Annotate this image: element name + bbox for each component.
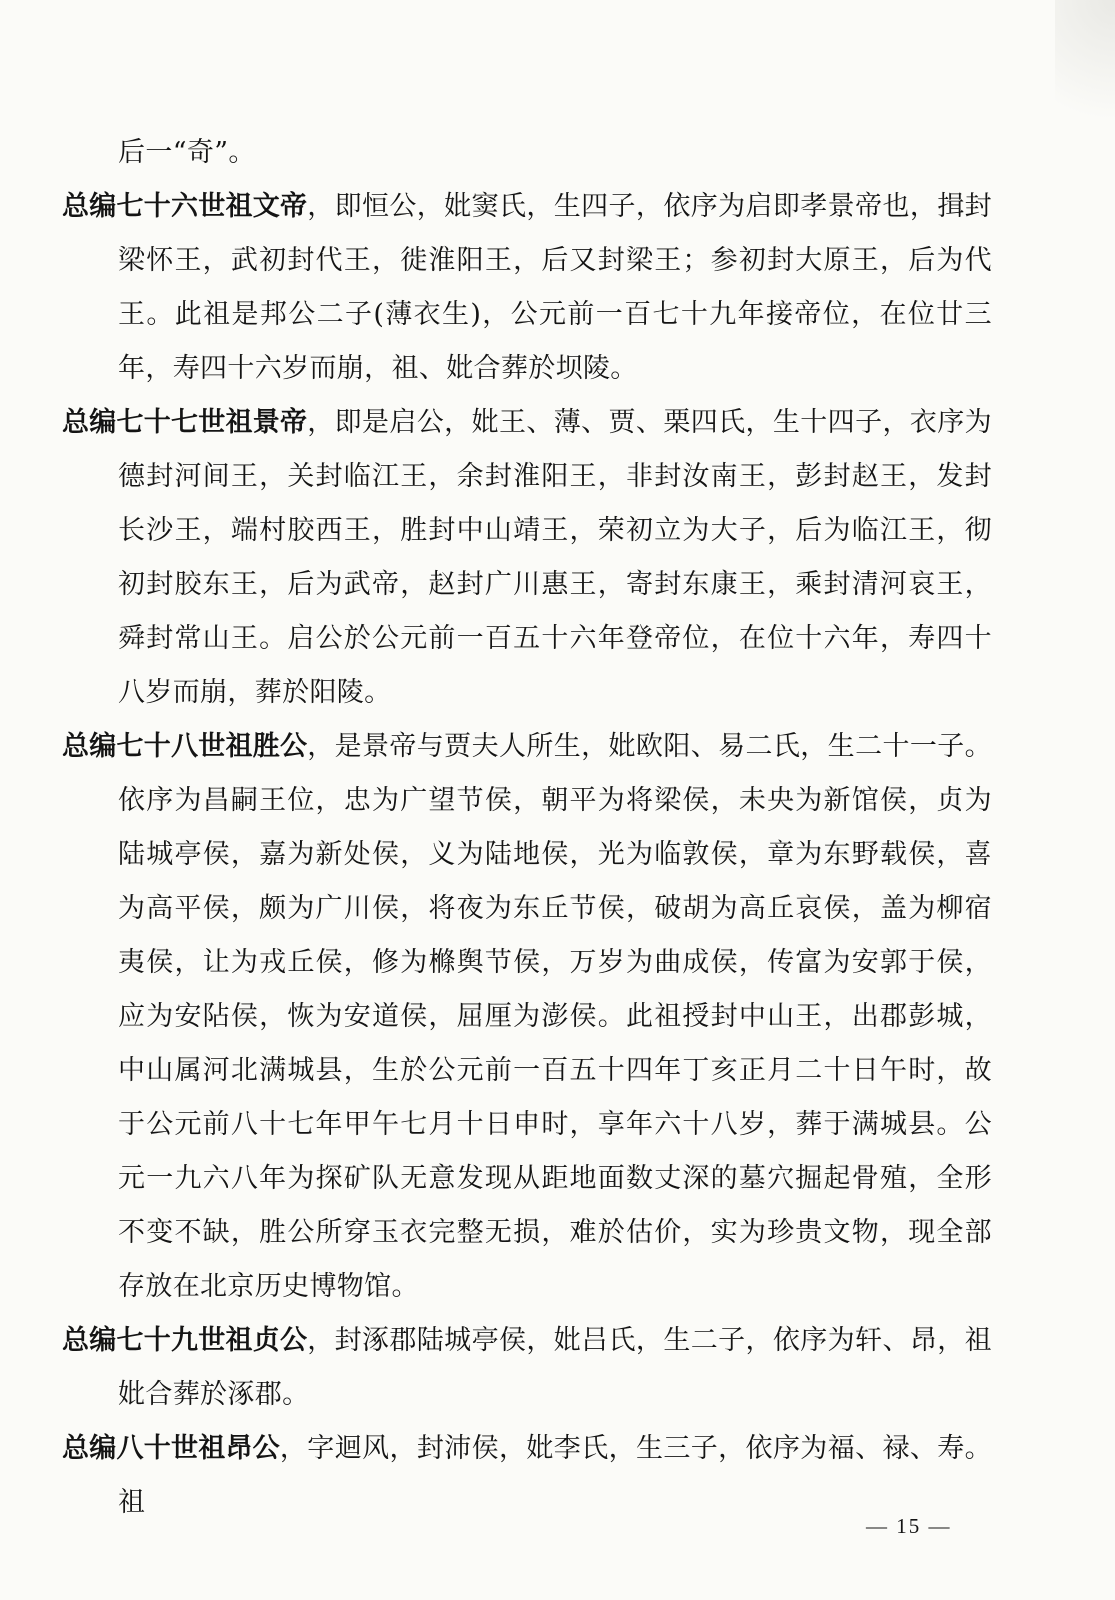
- page-number: — 15 —: [866, 1514, 952, 1538]
- entry-heading: 总编七十八世祖胜公: [62, 731, 308, 762]
- entry-80-anggong: [62, 1422, 992, 1530]
- scan-shadow: [1055, 0, 1115, 160]
- entry-heading: 总编七十九世祖贞公: [62, 1325, 308, 1356]
- entry-continuation: [62, 126, 992, 180]
- entry-text: ，是景帝与贾夫人所生，妣欧阳、易二氏，生二十一子。依序为昌嗣王位，忠为广望节侯，朝平为将梁侯，未央为新馆侯，贞为陆城亭侯，嘉为新处侯，义为陆地侯，光为临敦侯，章为东野载侯，喜为高平侯，颇为广川侯，将夜为东丘节侯，破胡为高丘哀侯，盖为柳宿夷侯，让为戎丘侯，修为樤舆节侯，万岁为曲成侯，传富为安郭于侯，应为安阽侯，恢为安道侯，屈厘为澎侯。此祖授封中山王，出郡彭城，中山属河北满城县，生於公元前一百五十四年丁亥正月二十日午时，故于公元前八十七年甲午七月十日申时，享年六十八岁，葬于满城县。公元一九六八年为探矿队无意发现从距地面数丈深的墓穴掘起骨殖，全形不变不缺，胜公所穿玉衣完整无损，难於估价，实为珍贵文物，现全部存放在北京历史博物馆。: [118, 731, 992, 1302]
- entry-text: ，封涿郡陆城亭侯，妣吕氏，生二子，依序为轩、昂，祖妣合葬於涿郡。: [118, 1325, 992, 1410]
- entry-heading: 总编七十六世祖文帝: [62, 191, 308, 222]
- entry-78-shenggong: [62, 720, 992, 1314]
- genealogy-entries: [62, 126, 992, 1530]
- entry-text: ，字迴风，封沛侯，妣李氏，生三子，依序为福、禄、寿。祖: [118, 1433, 992, 1518]
- entry-heading: 总编八十世祖昂公: [62, 1433, 280, 1464]
- entry-79-zhengong: [62, 1314, 992, 1422]
- entry-heading: 总编七十七世祖景帝: [62, 407, 308, 438]
- entry-text: 后一“奇”。: [118, 137, 256, 168]
- entry-77-jingdi: [62, 396, 992, 720]
- entry-text: ，即恒公，妣窦氏，生四子，依序为启即孝景帝也，揖封梁怀王，武初封代王，徙淮阳王，后又封梁王；参初封大原王，后为代王。此祖是邦公二子(薄衣生)，公元前一百七十九年接帝位，在位廿三年，寿四十六岁而崩，祖、妣合葬於坝陵。: [118, 191, 992, 384]
- entry-76-wendi: [62, 180, 992, 396]
- entry-text: ，即是启公，妣王、薄、贾、栗四氏，生十四子，衣序为德封河间王，关封临江王，余封淮阳王，非封汝南王，彭封赵王，发封长沙王，端村胶西王，胜封中山靖王，荣初立为大子，后为临江王，彻初封胶东王，后为武帝，赵封广川惠王，寄封东康王，乘封清河哀王，舜封常山王。启公於公元前一百五十六年登帝位，在位十六年，寿四十八岁而崩，葬於阳陵。: [118, 407, 992, 708]
